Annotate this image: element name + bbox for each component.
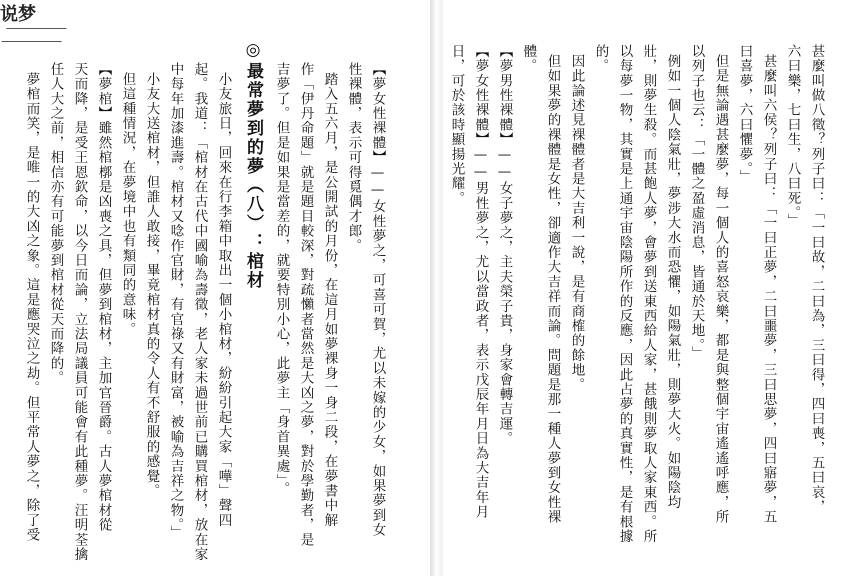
- text-column: 性裸體，表示可得覓偶才郎。: [345, 62, 362, 254]
- text-column: 夢棺而笑，是唯一的大凶之象。這是應哭泣之劫。但平常人夢之，除了受: [23, 72, 40, 543]
- text-column: 但如果夢的裸體是女性，卻適作大吉祥而論。問題是那一種人夢到女性裸: [544, 54, 561, 525]
- text-column: 但這種情況，在夢境中也有類同的意味。: [119, 72, 136, 337]
- text-column: 以列子也云：「一體之盈虛消息，皆通於天地。」: [688, 44, 705, 361]
- text-column: 但是無論遇甚麼夢，每一個人的喜怒哀樂，都是與整個宇宙遙遙呼應，所: [712, 54, 729, 525]
- text-column: 曰喜夢，六曰懼夢。」: [736, 44, 753, 185]
- text-column: 日，可於該時顯揚光耀。: [448, 44, 465, 206]
- text-column: 吉夢了。但是如果是當差的，就要特別小心，此夢主「身首異處」。: [273, 62, 290, 497]
- text-column: 踏入五六月，是公開試的月份，在這月如夢裸身一身二段，在夢書中解: [321, 72, 338, 528]
- text-column: 【夢男性裸體】——女子夢之，主夫榮子貴，身家會轉吉運。: [496, 44, 513, 446]
- text-column: 六曰樂，七曰生，八曰死。」: [784, 44, 801, 229]
- text-column: 小友旅日，回來在行李箱中取出一個小棺材，紛紛引起大家「嘩」聲四: [215, 72, 232, 528]
- text-column: 任人大之前，相信亦有可能夢到棺材從天而降的。: [47, 62, 64, 386]
- text-column: 小友大送棺材，但誰人敢接，畢竟棺材真的令人有不舒服的感覺。: [143, 72, 160, 499]
- right-page: [443, 0, 855, 576]
- text-column: 以每夢一物，其實是上通宇宙陰陽所作的反應，因此占夢的真實性，是有根據: [616, 44, 633, 544]
- text-column: 中每年加漆進壽。棺材又唸作官財，有官祿又有財富，被喻為吉祥之物。」: [167, 62, 184, 541]
- text-column: 壯，則夢生殺。而甚飽人夢，會夢到送東西給人家，甚餓則夢取人家東西。所: [640, 44, 657, 544]
- logo-text: 说梦: [0, 4, 36, 25]
- text-column: 【夢棺】雖然棺槨是凶喪之具，但夢到棺材，主加官晉爵。古人夢棺材從: [95, 62, 112, 533]
- text-column: 【夢女性裸體】——女性夢之，可喜可賀，尤以未嫁的少女，如果夢到女: [369, 62, 386, 538]
- text-column: 例如一個人陰氣壯，夢涉大水而恐懼，如陽氣壯，則夢大火。如陽陰均: [664, 54, 681, 510]
- text-column: 的。: [592, 44, 609, 74]
- text-column: 天而降，是受王恩欽命，以今日而論，立法局議員可能會有此種夢。汪明荃擒: [71, 62, 88, 562]
- text-column: 因此論述見裸體者是大吉利一說，是有商榷的餘地。: [568, 54, 585, 393]
- section-heading: ◎最常夢到的夢（八）：棺材: [243, 40, 263, 290]
- text-column: 甚麼叫做八徵？列子曰：「一曰故，二曰為，三曰得，四曰喪，五曰哀，: [808, 44, 825, 515]
- text-column: 起。我道：「棺材在古代中國喻為壽徵，老人家未過世前已購買棺材，放在家: [191, 62, 208, 562]
- text-column: 體。: [520, 44, 537, 74]
- text-column: 甚麼叫六侯？列子曰：「一曰正夢，二曰噩夢，三曰思夢，四曰寤夢，五: [760, 54, 777, 525]
- text-column: 作「伊丹命題」就是題目較深，對疏懶者當然是大凶之夢，對於學勤者，是: [297, 62, 314, 548]
- text-column: 【夢女性裸體】——男性夢之，尤以當政者，表示戊辰年月日為大吉年月: [472, 44, 489, 520]
- book-spine: [430, 0, 443, 576]
